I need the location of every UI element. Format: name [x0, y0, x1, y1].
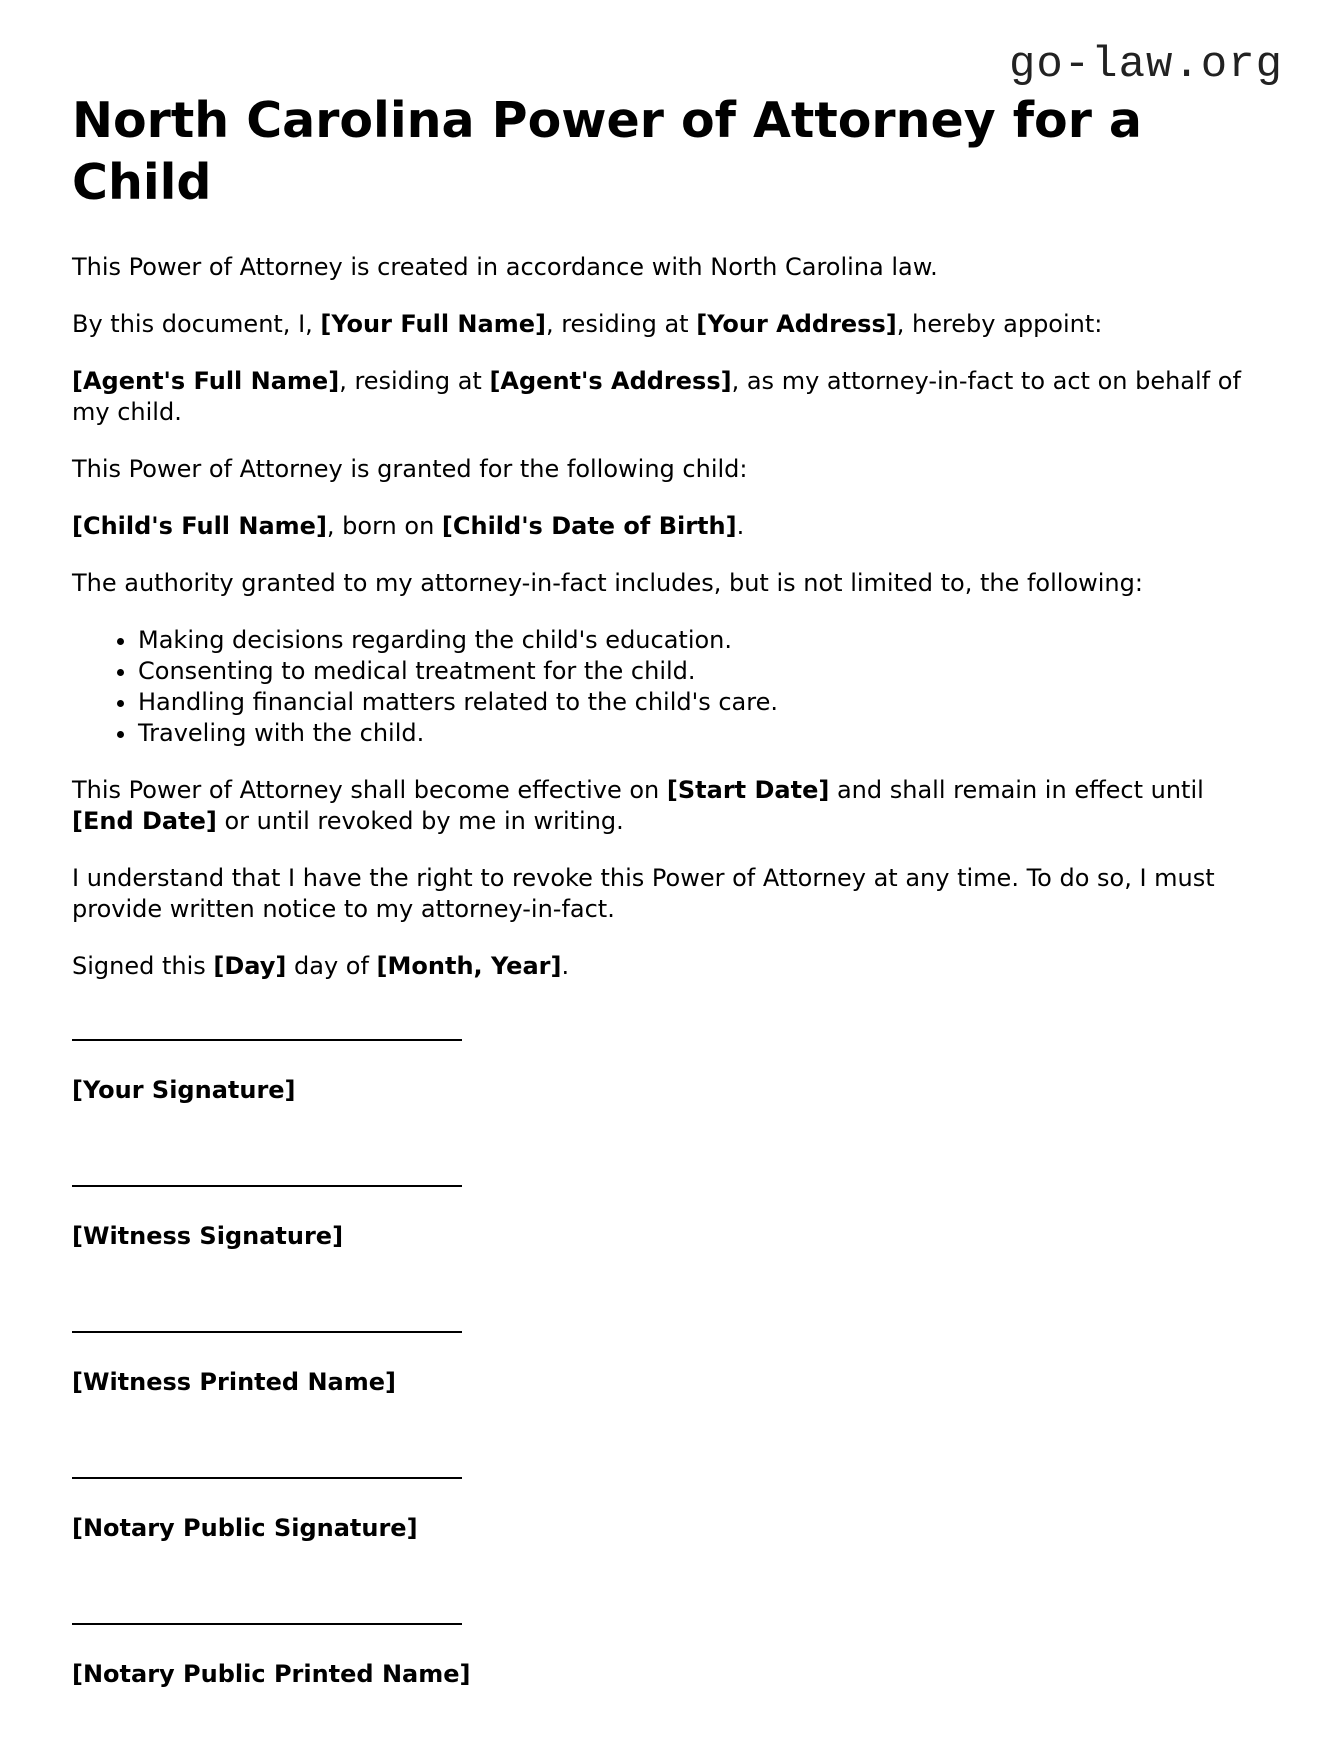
signature-rule [72, 1311, 462, 1333]
month-year-placeholder: [Month, Year] [376, 952, 562, 980]
signature-rule [72, 1019, 462, 1041]
text: and shall remain in effect until [829, 776, 1204, 804]
child-dob-placeholder: [Child's Date of Birth] [441, 512, 737, 540]
signature-rule [72, 1165, 462, 1187]
notary-printed-name-label: [Notary Public Printed Name] [72, 1660, 471, 1688]
day-placeholder: [Day] [213, 952, 287, 980]
child-intro-paragraph: This Power of Attorney is granted for the following child: [72, 455, 748, 483]
child-name-placeholder: [Child's Full Name] [72, 512, 327, 540]
signature-rule [72, 1457, 462, 1479]
signature-line[interactable] [72, 1018, 1262, 1049]
text: , as my attorney-in-fact to act on behalf of my child. [72, 367, 1241, 426]
signature-rule [72, 1603, 462, 1625]
text: , hereby appoint: [896, 310, 1103, 338]
list-item: • Making decisions regarding the child's education. [138, 625, 1262, 656]
authority-list [72, 625, 1262, 749]
text: . [561, 952, 570, 980]
signature-block [72, 1018, 1262, 1690]
text: , residing at [545, 310, 697, 338]
child-paragraph [72, 511, 1262, 542]
document-title: North Carolina Power of Attorney for a Child [72, 92, 1142, 211]
revocation-paragraph: I understand that I have the right to revoke this Power of Attorney at any time. To do so, I must provide written notice to my attorney-in-fact. [72, 864, 1215, 923]
text: or until revoked by me in writing. [216, 807, 624, 835]
list-item: • Handling financial matters related to the child's care. [138, 687, 1262, 718]
notary-signature-label: [Notary Public Signature] [72, 1514, 418, 1542]
watermark: go-law.org [1008, 40, 1283, 90]
start-date-placeholder: [Start Date] [666, 776, 830, 804]
witness-signature-label: [Witness Signature] [72, 1222, 344, 1250]
signed-date-paragraph [72, 951, 1262, 982]
signature-line[interactable] [72, 1164, 1262, 1195]
your-address-placeholder: [Your Address] [696, 310, 897, 338]
agent-name-placeholder: [Agent's Full Name] [72, 367, 340, 395]
agent-paragraph [72, 366, 1262, 428]
signature-line[interactable] [72, 1456, 1262, 1487]
witness-printed-name-label: [Witness Printed Name] [72, 1368, 396, 1396]
text: Signed this [72, 952, 214, 980]
signature-line[interactable] [72, 1310, 1262, 1341]
list-item: • Consenting to medical treatment for the child. [138, 656, 1262, 687]
your-full-name-placeholder: [Your Full Name] [320, 310, 546, 338]
text: , residing at [339, 367, 490, 395]
intro-paragraph: This Power of Attorney is created in accordance with North Carolina law. [72, 253, 938, 281]
text: . [736, 512, 745, 540]
document [72, 90, 1262, 1748]
signature-line[interactable] [72, 1602, 1262, 1633]
list-item: • Traveling with the child. [138, 718, 1262, 749]
authority-paragraph: The authority granted to my attorney-in-fact includes, but is not limited to, the following: [72, 569, 1143, 597]
appointment-paragraph [72, 309, 1262, 340]
text: , born on [326, 512, 442, 540]
your-signature-label: [Your Signature] [72, 1076, 296, 1104]
agent-address-placeholder: [Agent's Address] [489, 367, 732, 395]
text: By this document, I, [72, 310, 321, 338]
text: day of [286, 952, 377, 980]
effective-paragraph [72, 775, 1262, 837]
end-date-placeholder: [End Date] [72, 807, 217, 835]
text: This Power of Attorney shall become effective on [72, 776, 667, 804]
